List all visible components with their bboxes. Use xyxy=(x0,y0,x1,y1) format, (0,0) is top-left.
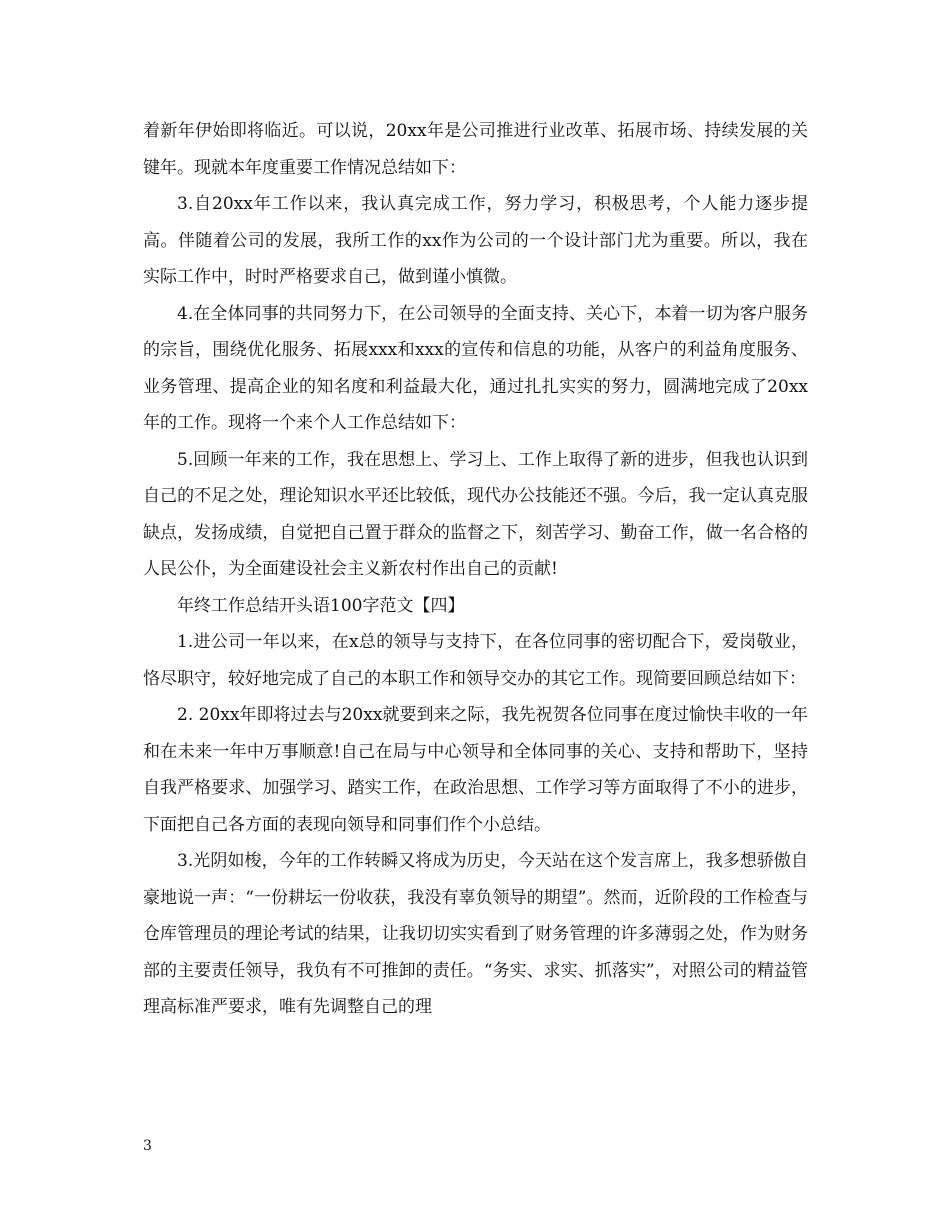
section-heading: 年终工作总结开头语100字范文【四】 xyxy=(177,595,465,616)
paragraph-item-3: 3.自20xx年工作以来，我认真完成工作，努力学习，积极思考，个人能力逐步提高。伴随着公司的发展，我所工作的xx作为公司的一个设计部门尤为重要。所以，我在实际工作中，时时严格要求自己，做到谨小慎微。 xyxy=(143,194,808,287)
paragraph-section4-item-1: 1.进公司一年以来，在x总的领导与支持下，在各位同事的密切配合下，爱岗敬业，恪尽职守，较好地完成了自己的本职工作和领导交办的其它工作。现简要回顾总结如下： xyxy=(143,632,808,689)
document-body xyxy=(143,113,808,1026)
paragraph-section4-item-3: 3.光阴如梭，今年的工作转瞬又将成为历史，今天站在这个发言席上，我多想骄傲自豪地说一声：“一份耕坛一份收获，我没有辜负领导的期望”。然而，近阶段的工作检查与仓库管理员的理论考试的结果，让我切切实实看到了财务管理的许多薄弱之处，作为财务部的主要责任领导，我负有不可推卸的责任。“务实、求实、抓落实”，对照公司的精益管理高标准严要求，唯有先调整自己的理 xyxy=(143,851,808,1017)
paragraph-item-4: 4.在全体同事的共同努力下，在公司领导的全面支持、关心下，本着一切为客户服务的宗旨，围绕优化服务、拓展xxx和xxx的宣传和信息的功能，从客户的利益角度服务、业务管理、提高企业的知名度和利益最大化，通过扎扎实实的努力，圆满地完成了20xx年的工作。现将一个来个人工作总结如下： xyxy=(143,303,808,433)
paragraph-section4-item-2: 2. 20xx年即将过去与20xx就要到来之际，我先祝贺各位同事在度过愉快丰收的一年和在未来一年中万事顺意!自己在局与中心领导和全体同事的关心、支持和帮助下，坚持自我严格要求、加强学习、踏实工作，在政治思想、工作学习等方面取得了不小的进步，下面把自己各方面的表现向领导和同事们作个小总结。 xyxy=(143,705,808,835)
page-number: 3 xyxy=(143,1138,152,1154)
paragraph-continuation: 着新年伊始即将临近。可以说，20xx年是公司推进行业改革、拓展市场、持续发展的关键年。现就本年度重要工作情况总结如下： xyxy=(143,121,808,178)
paragraph-item-5: 5.回顾一年来的工作，我在思想上、学习上、工作上取得了新的进步，但我也认识到自己的不足之处，理论知识水平还比较低，现代办公技能还不强。今后，我一定认真克服缺点，发扬成绩，自觉把自己置于群众的监督之下，刻苦学习、勤奋工作，做一名合格的人民公仆，为全面建设社会主义新农村作出自己的贡献! xyxy=(143,449,808,579)
